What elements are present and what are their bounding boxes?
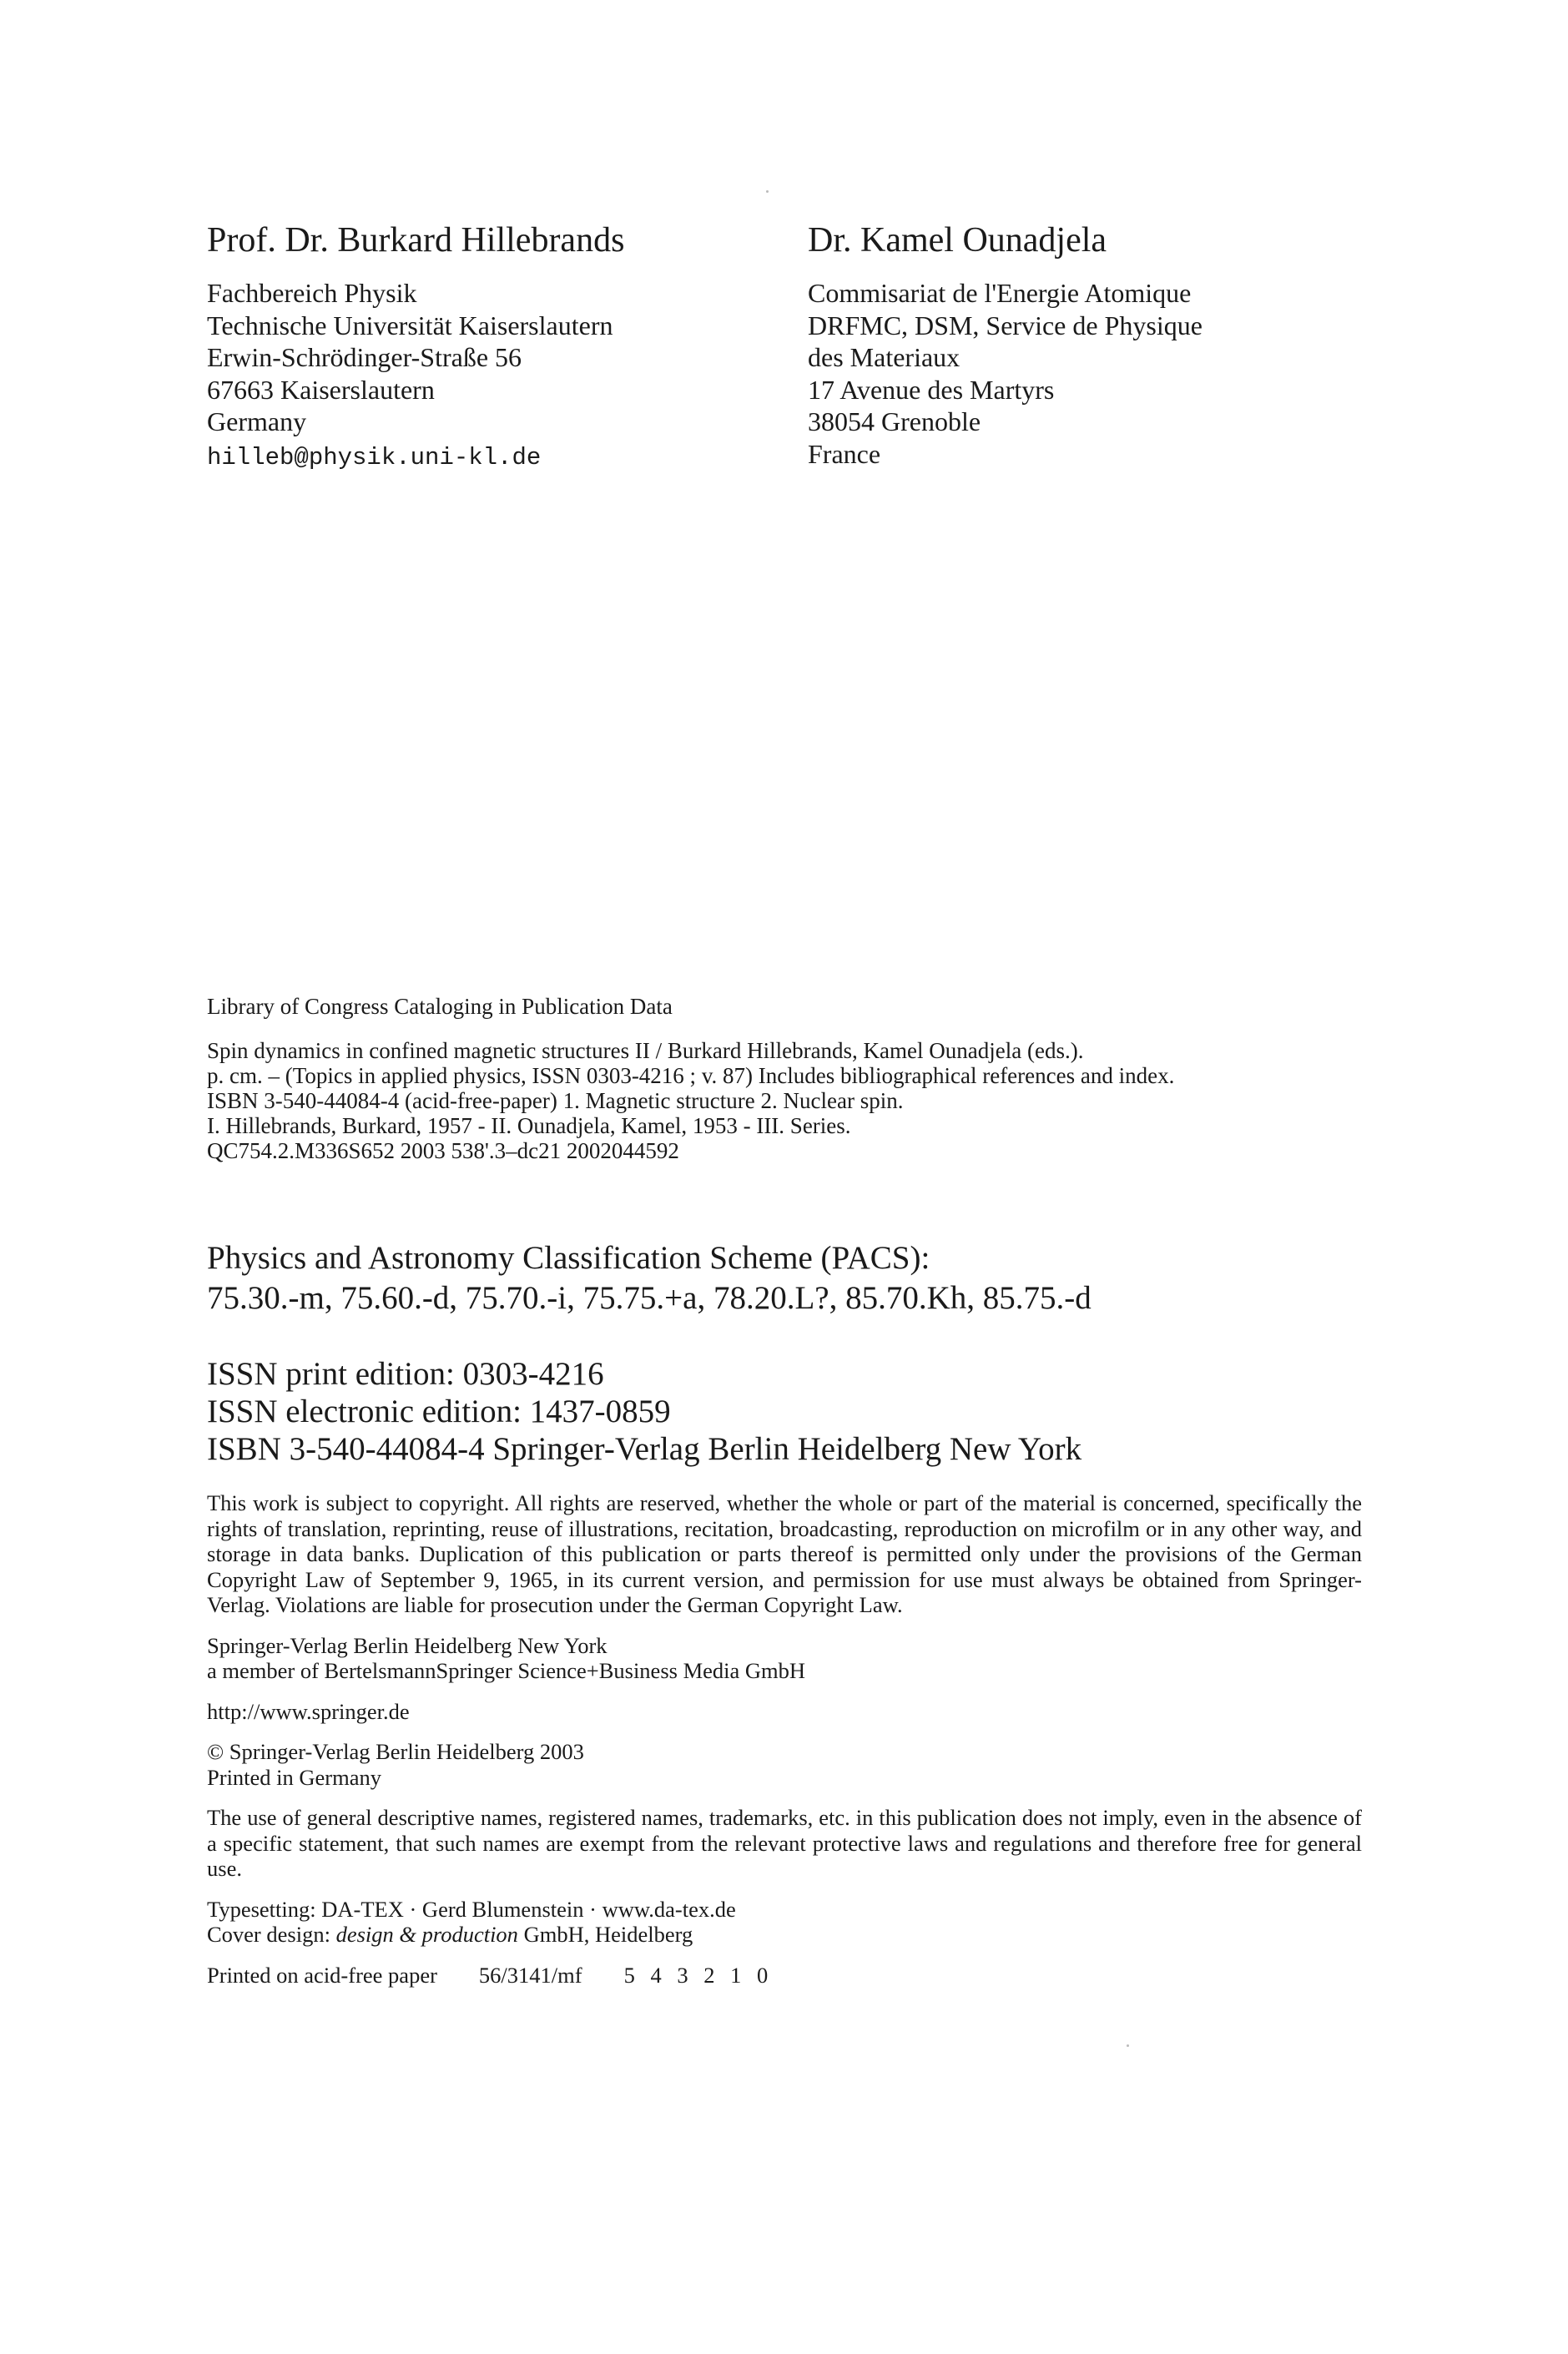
publisher-member: a member of BertelsmannSpringer Science+Business Media GmbH	[207, 1658, 806, 1683]
pacs-title: Physics and Astronomy Classification Scheme (PACS):	[207, 1240, 930, 1276]
credits-block	[207, 1897, 1362, 1948]
address-line: France	[808, 438, 881, 469]
print-run-numbers: 5 4 3 2 1 0	[623, 1962, 774, 1988]
address-line: 38054 Grenoble	[808, 406, 981, 436]
isbn: ISBN 3-540-44084-4 Springer-Verlag Berlin Heidelberg New York	[207, 1431, 1082, 1467]
publisher-block	[207, 1633, 1362, 1684]
pacs-block	[207, 1238, 1375, 1318]
identifier-block	[207, 1355, 1375, 1468]
editor-email: hilleb@physik.uni-kl.de	[207, 443, 542, 471]
issn-electronic: ISSN electronic edition: 1437-0859	[207, 1394, 671, 1429]
scan-speck	[766, 190, 769, 193]
cover-label: Cover design:	[207, 1922, 336, 1947]
cataloging-line: QC754.2.M336S652 2003 538'.3–dc21 2002044592	[207, 1138, 679, 1163]
paper-note: Printed on acid-free paper	[207, 1962, 437, 1988]
cataloging-heading: Library of Congress Cataloging in Publication Data	[207, 994, 673, 1019]
publisher-url: http://www.springer.de	[207, 1698, 410, 1724]
editor-block-ounadjela	[808, 219, 1392, 470]
typesetting-credit: Typesetting: DA-TEX · Gerd Blumenstein · www.da-tex.de	[207, 1896, 736, 1922]
address-line: Germany	[207, 406, 307, 436]
cataloging-line: p. cm. – (Topics in applied physics, ISSN 0303-4216 ; v. 87) Includes bibliographical references and index.	[207, 1063, 1175, 1088]
address-line: DRFMC, DSM, Service de Physique	[808, 310, 1202, 340]
copyright-line: © Springer-Verlag Berlin Heidelberg 2003	[207, 1739, 584, 1764]
address-line: 17 Avenue des Martyrs	[808, 374, 1055, 405]
scan-speck	[1127, 2044, 1129, 2047]
address-line: 67663 Kaiserslautern	[207, 374, 435, 405]
cataloging-line: Spin dynamics in confined magnetic structures II / Burkard Hillebrands, Kamel Ounadjela (eds.).	[207, 1038, 1084, 1063]
cover-designer: design & production	[335, 1922, 518, 1947]
legal-section	[207, 1490, 1362, 1988]
address-line: des Materiaux	[808, 342, 960, 372]
cataloging-line: I. Hillebrands, Burkard, 1957 - II. Ounadjela, Kamel, 1953 - III. Series.	[207, 1113, 851, 1138]
trademark-notice: The use of general descriptive names, registered names, trademarks, etc. in this publication does not imply, even in the absence of a specific statement, that such names are exempt from the relevant protective laws and regulations and therefore free for general use.	[207, 1805, 1362, 1881]
copyright-block	[207, 1739, 1362, 1790]
publisher-name: Springer-Verlag Berlin Heidelberg New York	[207, 1632, 608, 1658]
issn-print: ISSN print edition: 0303-4216	[207, 1356, 604, 1392]
cover-design-credit	[207, 1922, 1362, 1948]
editor-block-hillebrands	[207, 219, 791, 475]
pacs-codes: 75.30.-m, 75.60.-d, 75.70.-i, 75.75.+a, 78.20.L?, 85.70.Kh, 85.75.-d	[207, 1280, 1092, 1316]
editor-name: Prof. Dr. Burkard Hillebrands	[207, 221, 625, 260]
publisher-url-block	[207, 1699, 1362, 1725]
address-line: Commisariat de l'Energie Atomique	[808, 278, 1192, 308]
cataloging-data	[207, 993, 1375, 1163]
editor-name: Dr. Kamel Ounadjela	[808, 221, 1107, 260]
print-info	[207, 1963, 1362, 1989]
cataloging-line: ISBN 3-540-44084-4 (acid-free-paper) 1. Magnetic structure 2. Nuclear spin.	[207, 1088, 904, 1113]
address-line: Technische Universität Kaiserslautern	[207, 310, 613, 340]
print-code: 56/3141/mf	[478, 1962, 582, 1988]
copyright-notice: This work is subject to copyright. All rights are reserved, whether the whole or part of the material is concerned, specifically the rights of translation, reprinting, reuse of illustrations, recitation, broadcasting, reproduction on microfilm or in any other way, and storage in data banks. Duplication of this publication or parts thereof is permitted only under the provisions of the German Copyright Law of September 9, 1965, in its current version, and permission for use must always be obtained from Springer-Verlag. Violations are liable for prosecution under the German Copyright Law.	[207, 1490, 1362, 1617]
printed-in: Printed in Germany	[207, 1764, 382, 1790]
address-line: Fachbereich Physik	[207, 278, 417, 308]
cover-rest: GmbH, Heidelberg	[517, 1922, 693, 1947]
address-line: Erwin-Schrödinger-Straße 56	[207, 342, 522, 372]
